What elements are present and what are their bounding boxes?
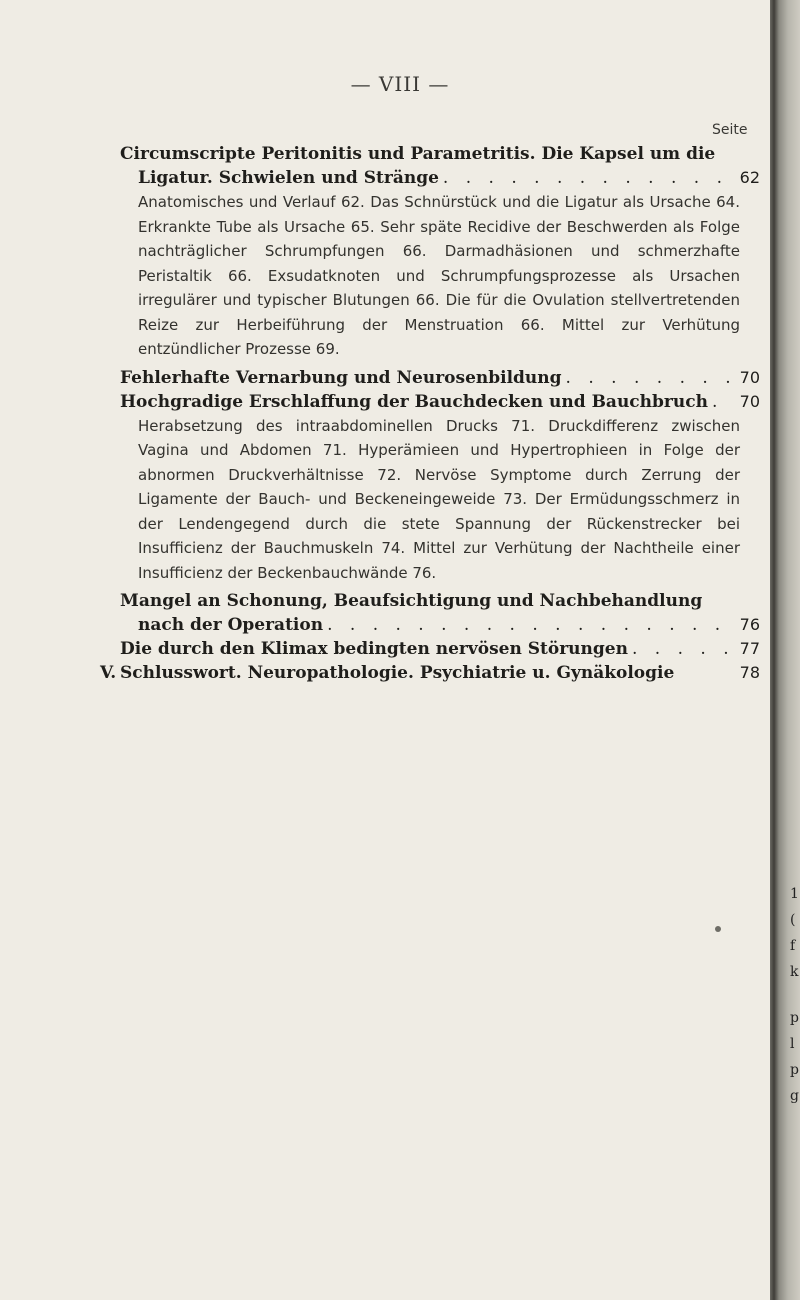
toc-entry-erschlaffung — [120, 390, 760, 586]
entry-page-number: 70 — [739, 391, 760, 411]
toc-entry-schonung — [120, 589, 760, 637]
entry-title-line1: Circumscripte Peritonitis und Parametritis. Die Kapsel um die — [120, 144, 716, 164]
facing-page-edge — [770, 0, 800, 1300]
chapter-numeral: V. — [100, 663, 117, 683]
entry-description: Anatomisches und Verlauf 62. Das Schnürstück und die Ligatur als Ursache 64. Erkrankte Tube als Ursache 65. Sehr späte Recidive der Beschwerden als Folge nachträglicher Schrumpfungen 66. Darmadhäsionen und schmerzhafte Peristaltik 66. Exsudatknoten und Schrumpfungsprozesse als Ursachen irregulärer und typischer Blutungen 66. Die für die Ovulation stellvertretenden Reize zur Herbeiführung der Menstruation 66. Mittel zur Verhütung entzündlicher Prozesse 69. — [138, 193, 740, 358]
entry-title — [120, 142, 760, 190]
edge-glyph: f — [790, 938, 796, 954]
entry-page-number: 70 — [739, 367, 760, 387]
dot-leader — [712, 390, 736, 414]
toc-entry-vernarbung — [120, 366, 760, 390]
table-of-contents — [100, 142, 760, 685]
edge-glyph: p — [790, 1010, 799, 1026]
seite-column-label: Seite — [712, 122, 748, 138]
toc-entry-peritonitis — [120, 142, 760, 362]
entry-title: Die durch den Klimax bedingten nervösen Störungen — [120, 639, 628, 659]
entry-title-line2: nach der Operation — [138, 615, 324, 635]
entry-page-number: 77 — [739, 639, 760, 658]
dot-leader — [632, 637, 736, 661]
entry-title: Schlusswort. Neuropathologie. Psychiatrie u. Gynäkologie — [120, 663, 675, 683]
edge-glyph: 1 — [790, 886, 799, 902]
page-number-header: — VIII — — [350, 72, 450, 96]
entry-title: Fehlerhafte Vernarbung und Neurosenbildung — [120, 367, 562, 388]
dot-leader — [566, 366, 736, 390]
edge-glyph: ( — [790, 912, 796, 928]
ink-spot — [715, 926, 721, 932]
edge-glyph: l — [790, 1036, 795, 1052]
entry-page-number: 62 — [739, 168, 760, 187]
edge-glyph: g — [790, 1088, 799, 1104]
toc-entry-klimax — [120, 637, 760, 661]
entry-page-number: 76 — [739, 615, 760, 634]
edge-glyph: k — [790, 964, 799, 980]
edge-glyph: p — [790, 1062, 799, 1078]
entry-description: Herabsetzung des intraabdominellen Drucks 71. Druckdifferenz zwischen Vagina und Abdomen 71. Hyperämieen und Hypertrophieen in Folge der abnormen Druckverhältnisse 72. Nervöse Symptome durch Zerrung der Ligamente der Bauch- und Beckeneingeweide 73. Der Ermüdungsschmerz in der Lendengegend durch die stete Spannung der Rückenstrecker bei Insufficienz der Bauchmuskeln 74. Mittel zur Verhütung der Nachtheile einer Insufficienz der Beckenbauchwände 76. — [138, 416, 740, 582]
dot-leader — [443, 166, 736, 190]
entry-title-line2: Ligatur. Schwielen und Stränge — [138, 168, 439, 188]
toc-entry-schlusswort — [100, 661, 760, 685]
entry-title: Hochgradige Erschlaffung der Bauchdecken und Bauchbruch — [120, 391, 708, 412]
dot-leader — [327, 613, 736, 637]
entry-title-line1: Mangel an Schonung, Beaufsichtigung und Nachbehandlung — [120, 591, 703, 611]
entry-page-number: 78 — [739, 663, 760, 682]
